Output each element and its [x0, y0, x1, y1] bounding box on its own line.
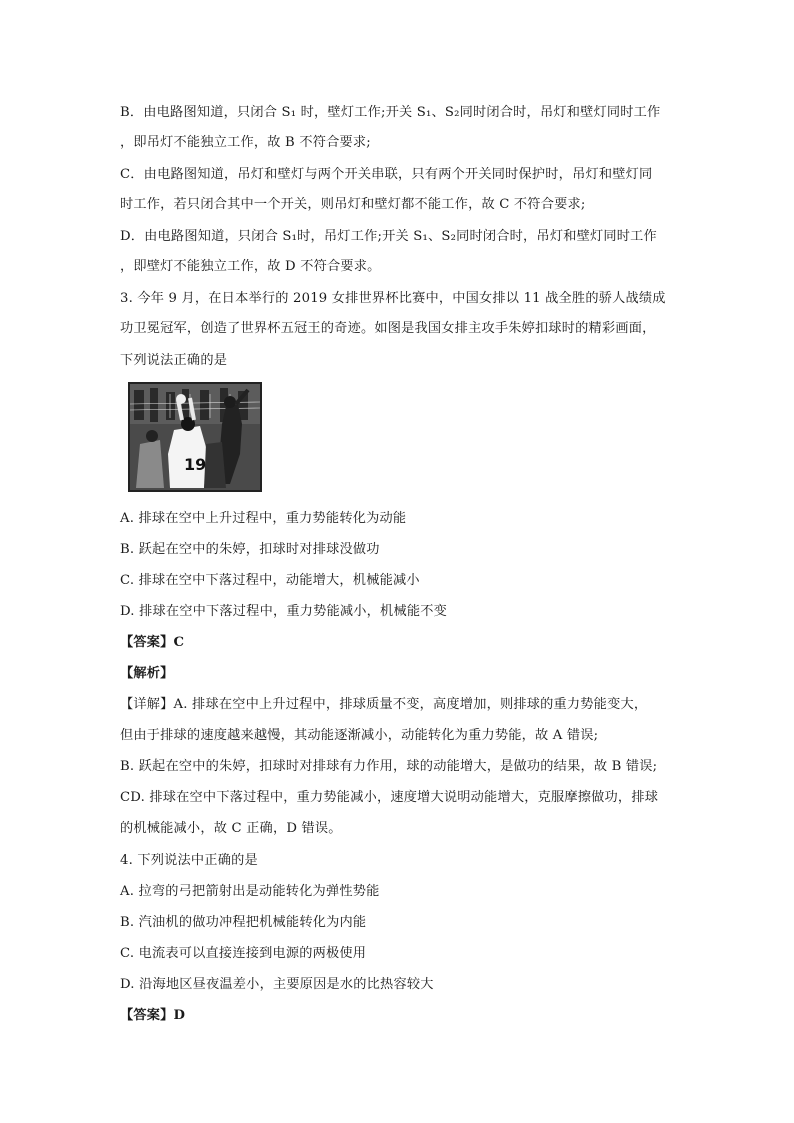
- question-3-option-b: B. 跃起在空中的朱婷，扣球时对排球没做功: [120, 542, 380, 557]
- analysis-option-c-line-1: C．由电路图知道，吊灯和壁灯与两个开关串联，只有两个开关同时保护时，吊灯和壁灯同: [120, 167, 653, 182]
- question-4-option-d: D. 沿海地区昼夜温差小，主要原因是水的比热容较大: [120, 977, 434, 992]
- question-3-analysis-heading: 【解析】: [120, 666, 174, 681]
- question-3-detail-line-4: CD. 排球在空中下落过程中，重力势能减小，速度增大说明动能增大，克服摩擦做功，排球: [120, 790, 659, 805]
- question-3-detail-line-2: 但由于排球的速度越来越慢，其动能逐渐减小，动能转化为重力势能，故 A 错误;: [120, 728, 599, 743]
- question-3-stem-line-1: 3. 今年 9 月，在日本举行的 2019 女排世界杯比赛中，中国女排以 11 战全胜的骄人战绩成: [120, 291, 666, 306]
- question-3-option-c: C. 排球在空中下落过程中，动能增大，机械能减小: [120, 573, 420, 588]
- question-4-option-b: B. 汽油机的做功冲程把机械能转化为内能: [120, 915, 367, 930]
- question-4-option-a: A. 拉弯的弓把箭射出是动能转化为弹性势能: [120, 884, 380, 899]
- question-4-answer: 【答案】D: [120, 1008, 186, 1023]
- volleyball-photo: [128, 382, 262, 492]
- question-3-option-d: D. 排球在空中下落过程中，重力势能减小，机械能不变: [120, 604, 447, 619]
- analysis-option-c-line-2: 时工作，若只闭合其中一个开关，则吊灯和壁灯都不能工作，故 C 不符合要求;: [120, 197, 586, 212]
- analysis-option-b-line-1: B．由电路图知道，只闭合 S₁ 时，壁灯工作;开关 S₁、S₂同时闭合时，吊灯和壁灯同时工作: [120, 105, 661, 120]
- question-3-stem-line-3: 下列说法正确的是: [120, 353, 228, 368]
- question-3-detail-line-1: 【详解】A. 排球在空中上升过程中，排球质量不变，高度增加，则排球的重力势能变大，: [120, 697, 648, 712]
- jersey-number-label: 19: [184, 455, 207, 474]
- question-3-option-a: A. 排球在空中上升过程中，重力势能转化为动能: [120, 511, 407, 526]
- question-3-answer: 【答案】C: [120, 635, 185, 650]
- question-3-detail-line-5: 的机械能减小，故 C 正确，D 错误。: [120, 821, 342, 836]
- analysis-option-d-line-2: ，即壁灯不能独立工作，故 D 不符合要求。: [120, 259, 381, 274]
- question-3-detail-line-3: B. 跃起在空中的朱婷，扣球时对排球有力作用，球的动能增大，是做功的结果，故 B 错误;: [120, 759, 658, 774]
- analysis-option-d-line-1: D．由电路图知道，只闭合 S₁时，吊灯工作;开关 S₁、S₂同时闭合时，吊灯和壁灯同时工作: [120, 229, 657, 244]
- volleyball-photo-image: [130, 384, 260, 490]
- analysis-option-b-line-2: ，即吊灯不能独立工作，故 B 不符合要求;: [120, 135, 371, 150]
- question-4-option-c: C. 电流表可以直接连接到电源的两极使用: [120, 946, 367, 961]
- question-4-stem: 4. 下列说法中正确的是: [120, 853, 258, 868]
- question-3-stem-line-2: 功卫冕冠军，创造了世界杯五冠王的奇迹。如图是我国女排主攻手朱婷扣球时的精彩画面，: [120, 321, 656, 336]
